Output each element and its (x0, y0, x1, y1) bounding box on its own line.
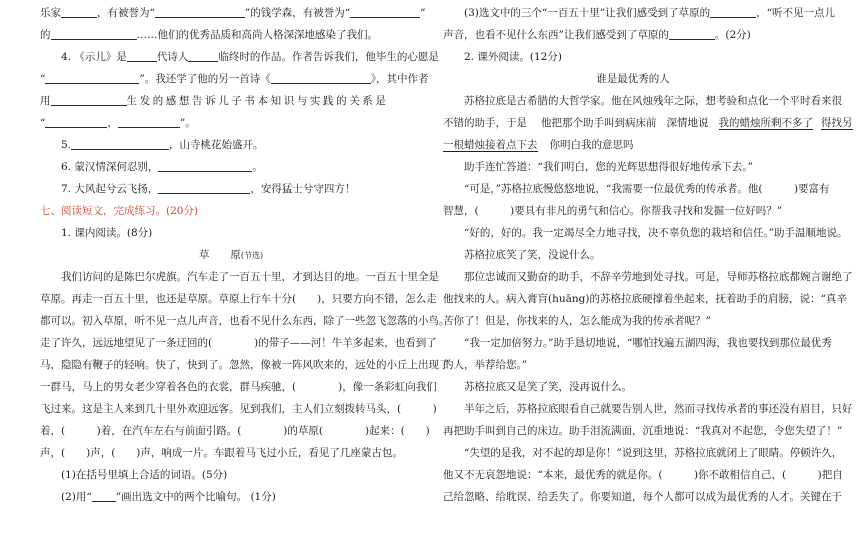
text: ”画出选文中的两个比喻句。 (1分) (115, 491, 276, 503)
text: 深情地说 (666, 117, 709, 129)
text: “ (40, 117, 46, 129)
text: 临终时的作品。作者告诉我们，他毕生的心愿是 (218, 51, 439, 63)
fill-blank[interactable] (45, 114, 107, 128)
fill-blank[interactable] (45, 70, 139, 84)
fill-blank[interactable] (710, 4, 756, 18)
story-line: 半年之后，苏格拉底眼看自己就要告别人世，然而寻找传承者的事还没有眉目，只好 (464, 403, 853, 415)
text: ”的钱学森，有被誉为“ (244, 7, 351, 19)
text: 的 (40, 29, 51, 41)
text: (2)用“ (61, 491, 92, 503)
fill-blank[interactable] (350, 4, 420, 18)
text: 6. 蒙汉情深何忍别， (61, 161, 159, 173)
text: ” (420, 7, 426, 19)
text: 你明白我的意思吗 (549, 139, 634, 151)
passage-line: 马，隐隐有鞭子的轻响。快了，快到了。忽然，像被一阵风吹来的，远处的小丘上出现了 (40, 359, 450, 371)
fill-blank[interactable] (61, 4, 97, 18)
story-line: 他找来的人。病入膏肓(huāng)的苏格拉底硬撑着坐起来，抚着助手的肩膀，说：“真辛 (443, 293, 847, 305)
question-text: (1)在括号里填上合适的词语。(5分) (61, 469, 228, 481)
fill-blank[interactable] (127, 48, 157, 62)
question-7 (40, 178, 422, 200)
passage-line: 草原。再走一百五十里，也还是草原。草原上行车十分( )，只要方向不错，怎么走 (40, 293, 437, 305)
passage-line: 都可以。初入草原，听不见一点儿声音，也看不见什么东西，除了一些忽飞忽落的小鸟。 (40, 315, 450, 327)
text: 不错的助手，于是 (443, 117, 527, 129)
section-heading: 七、阅读短文，完成练习。(20分) (40, 205, 199, 217)
sub-heading: 1. 课内阅读。(8分) (61, 227, 153, 239)
question-text (443, 24, 823, 46)
story-line: 的人，举荐给您。” (443, 359, 528, 371)
text: 生发的感想告诉儿子书本知识与实践的关系是 (126, 95, 389, 107)
passage-line: 声，( )声，( )声，响成一片。车跟着马飞过小丘，看见了几座蒙古包。 (40, 447, 403, 459)
story-line: 苏格拉底是古希腊的大哲学家。他在风烛残年之际，想考验和点化一个平时看来很 (464, 95, 842, 107)
underlined-text: 一根蜡烛接着点下去 (443, 139, 538, 151)
question-5 (40, 134, 422, 156)
story-line: 苦你了！但是，你找来的人，怎么能成为我的传承者呢？” (443, 315, 711, 327)
poem-title: 草 原 (198, 249, 241, 261)
story-line: “我一定加倍努力。”助手恳切地说，“哪怕找遍五湖四海，我也要找到那位最优秀 (464, 337, 832, 349)
passage-line: 飞过来。这是主人来到几十里外欢迎远客。见到我们，主人们立刻拨转马头，( ) (40, 403, 437, 415)
story-line: 那位忠诚而又勤奋的助手，不辞辛劳地到处寻找。可是，导师苏格拉底都婉言谢绝了 (464, 271, 853, 283)
fill-blank[interactable] (51, 92, 127, 106)
text-line (40, 2, 426, 24)
story-line: 再把助手叫到自己的床边。助手泪流满面，沉重地说：“我真对不起您，令您失望了！” (443, 425, 843, 437)
fill-blank[interactable] (155, 4, 245, 18)
text: 声音，也看不见什么东西”让我们感受到了草原的 (443, 29, 669, 41)
fill-blank[interactable] (118, 114, 180, 128)
passage-line: 走了许久，远远地望见了一条迂回的( )的带子——河！牛羊多起来，也看到了 (40, 337, 437, 349)
text: 代诗人 (156, 51, 189, 63)
passage-line: 我们访问的是陈巴尔虎旗。汽车走了一百五十里，才到达目的地。一百五十里全是 (61, 271, 439, 283)
left-column (40, 2, 450, 508)
text: 。 (252, 161, 263, 173)
right-column (443, 2, 853, 508)
question-text (443, 2, 835, 24)
text: 用 (40, 95, 51, 107)
underlined-text: 得找另 (821, 117, 853, 129)
fill-blank[interactable] (188, 48, 218, 62)
text: ……他们的优秀品质和高尚人格深深地感染了我们。 (136, 29, 378, 41)
text: ”。 (179, 117, 196, 129)
text: 》，其中作者 (370, 73, 429, 85)
text: 4. 《示儿》是 (61, 51, 127, 63)
text: (3)选文中的三个“一百五十里”让我们感受到了草原的 (464, 7, 711, 19)
story-line: 智慧，( )要具有非凡的勇气和信心。你帮我寻找和发掘一位好吗？” (443, 205, 783, 217)
text: “ (40, 73, 46, 85)
passage-line: 着，( )着，在汽车左右与前面引路。( )的草原( )起来：( ) (40, 425, 430, 437)
text: 。(2分) (714, 29, 751, 41)
story-line: “好的，好的。我一定竭尽全力地寻找，决不辜负您的栽培和信任。”助手温顺地说。 (464, 227, 848, 239)
text: ， (107, 117, 118, 129)
text: ，山寺桃花始盛开。 (169, 139, 264, 151)
underlined-text: 我的蜡烛所剩不多了 (718, 117, 813, 129)
question-6 (40, 156, 422, 178)
fill-blank[interactable] (669, 26, 715, 40)
story-line: 苏格拉底笑了笑，没说什么。 (464, 249, 601, 261)
fill-blank[interactable] (92, 488, 116, 502)
story-line: “失望的是我，对不起的却是你！”说到这里，苏格拉底就闭上了眼睛。停顿许久， (464, 447, 843, 459)
poem-title-line (40, 244, 422, 266)
fill-blank[interactable] (71, 136, 169, 150)
fill-blank[interactable] (271, 70, 371, 84)
text: ，有被誉为“ (97, 7, 155, 19)
story-line: “可是，”苏格拉底慢悠悠地说，“我需要一位最优秀的传承者。他( )要富有 (464, 183, 830, 195)
text-line (40, 24, 422, 46)
sub-heading: 2. 课外阅读。(12分) (464, 51, 562, 63)
poem-note: (节选) (240, 251, 264, 260)
story-line (443, 112, 853, 134)
story-line (443, 134, 823, 156)
text: 他把那个助手叫到病床前 (541, 117, 657, 129)
text-line (40, 68, 429, 90)
text: 乐家 (40, 7, 61, 19)
story-title: 谁是最优秀的人 (596, 73, 670, 85)
fill-blank[interactable] (51, 26, 137, 40)
text: ，“听不见一点儿 (756, 7, 835, 19)
text: ，安得猛士兮守四方！ (250, 183, 356, 195)
text: ”。我还学了他的另一首诗《 (139, 73, 271, 85)
question-4 (40, 46, 439, 68)
fill-blank[interactable] (158, 158, 252, 172)
text: 5. (61, 139, 72, 151)
text: 7. 大风起兮云飞扬， (61, 183, 159, 195)
fill-blank[interactable] (158, 180, 250, 194)
story-line: 他又不无哀怨地说：“本来，最优秀的就是你。( )你不敢相信自己，( )把自 (443, 469, 843, 481)
story-line: 己给忽略、给耽误、给丢失了。你要知道，每个人都可以成为最优秀的人才。关键在于 (443, 491, 842, 503)
text-line (40, 112, 422, 134)
text-line (40, 90, 422, 112)
story-line: 助手连忙答道：“我们明白，您的光辉思想得很好地传承下去。” (464, 161, 753, 173)
passage-line: 一群马，马上的男女老少穿着各色的衣裳，群马疾驰，( )，像一条彩虹向我们 (40, 381, 437, 393)
story-line: 苏格拉底又是笑了笑，没再说什么。 (464, 381, 632, 393)
question-text (40, 486, 422, 508)
